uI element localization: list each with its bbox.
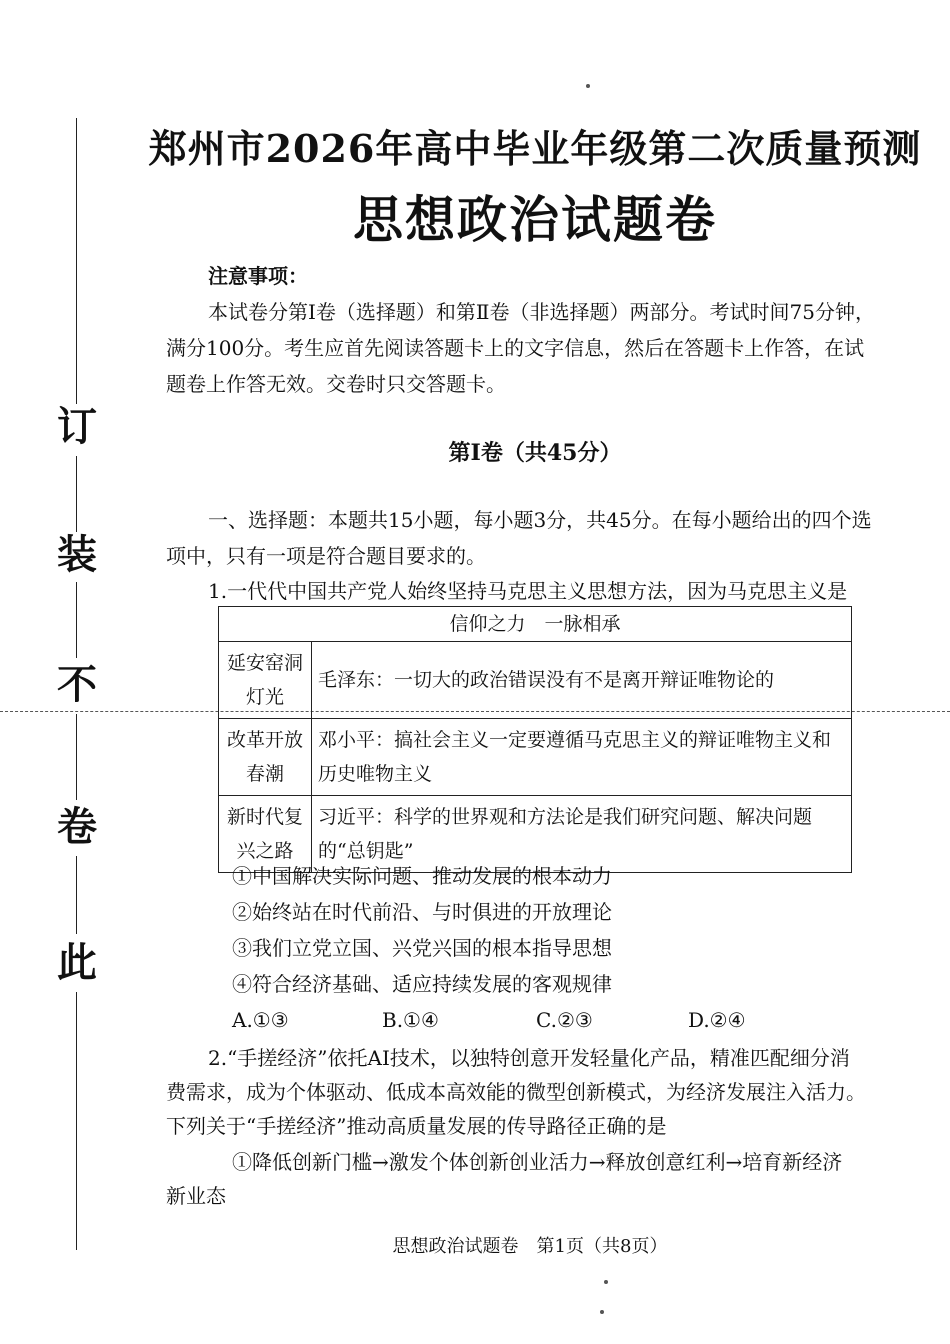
q1-table [218, 606, 852, 873]
binding-line [76, 456, 77, 532]
table-header-row [219, 607, 852, 642]
q1-option-a: A.①③ [232, 1008, 289, 1032]
q1-option-b: B.①④ [382, 1008, 439, 1032]
section-instructions: 一、选择题：本题共15小题，每小题3分，共45分。在每小题给出的四个选 [208, 508, 872, 532]
notice-line: 题卷上作答无效。交卷时只交答题卡。 [166, 372, 506, 396]
table-row [219, 642, 852, 719]
binding-line [76, 714, 77, 800]
binding-char-zhuang: 装 [57, 531, 97, 578]
q1-statement: ④符合经济基础、适应持续发展的客观规律 [232, 972, 612, 996]
notice-heading: 注意事项： [208, 264, 308, 288]
page-footer: 思想政治试题卷 第1页（共8页） [392, 1236, 668, 1257]
binding-char-bu: 不 [57, 661, 97, 708]
exam-subtitle: 思想政治试题卷 [353, 190, 717, 249]
exam-title: 郑州市2026年高中毕业年级第二次质量预测 [148, 126, 922, 171]
binding-line [76, 582, 77, 658]
q1-option-d: D.②④ [688, 1008, 746, 1032]
scan-speck [604, 1280, 608, 1284]
table-quote-cell: 习近平：科学的世界观和方法论是我们研究问题、解决问题的“总钥匙” [312, 796, 852, 873]
q2-statement: ①降低创新门槛→激发个体创新创业活力→释放创意红利→培育新经济 [232, 1150, 843, 1174]
table-row [219, 719, 852, 796]
table-quote-cell: 毛泽东：一切大的政治错误没有不是离开辩证唯物论的 [312, 642, 852, 719]
scan-speck [586, 84, 590, 88]
q2-stem: 下列关于“手搓经济”推动高质量发展的传导路径正确的是 [166, 1114, 667, 1138]
table-header: 信仰之力 一脉相承 [219, 607, 852, 642]
table-era-cell: 新时代复兴之路 [219, 796, 312, 873]
binding-line [76, 992, 77, 1250]
q1-statement: ③我们立党立国、兴党兴国的根本指导思想 [232, 936, 612, 960]
table-quote-cell: 邓小平：搞社会主义一定要遵循马克思主义的辩证唯物主义和历史唯物主义 [312, 719, 852, 796]
q1-stem: 1.一代代中国共产党人始终坚持马克思主义思想方法，因为马克思主义是 [208, 579, 848, 603]
q2-stem: 费需求，成为个体驱动、低成本高效能的微型创新模式，为经济发展注入活力。 [166, 1080, 866, 1104]
q1-statement: ①中国解决实际问题、推动发展的根本动力 [232, 864, 612, 888]
notice-line: 本试卷分第Ⅰ卷（选择题）和第Ⅱ卷（非选择题）两部分。考试时间75分钟， [208, 300, 875, 324]
q1-statement: ②始终站在时代前沿、与时俱进的开放理论 [232, 900, 612, 924]
binding-line [76, 856, 77, 934]
q2-statement: 新业态 [166, 1184, 226, 1208]
q1-option-c: C.②③ [536, 1008, 593, 1032]
binding-char-ci: 此 [57, 939, 97, 986]
section-title: 第Ⅰ卷（共45分） [448, 440, 622, 466]
section-instructions: 项中，只有一项是符合题目要求的。 [166, 544, 486, 568]
q2-stem: 2.“手搓经济”依托AI技术，以独特创意开发轻量化产品，精准匹配细分消 [208, 1046, 850, 1070]
scan-speck [600, 1310, 604, 1314]
binding-char-juan: 卷 [57, 803, 97, 850]
binding-char-ding: 订 [57, 403, 97, 450]
notice-line: 满分100分。考生应首先阅读答题卡上的文字信息，然后在答题卡上作答，在试 [166, 336, 865, 360]
table-row [219, 796, 852, 873]
table-era-cell: 改革开放春潮 [219, 719, 312, 796]
table-era-cell: 延安窑洞灯光 [219, 642, 312, 719]
